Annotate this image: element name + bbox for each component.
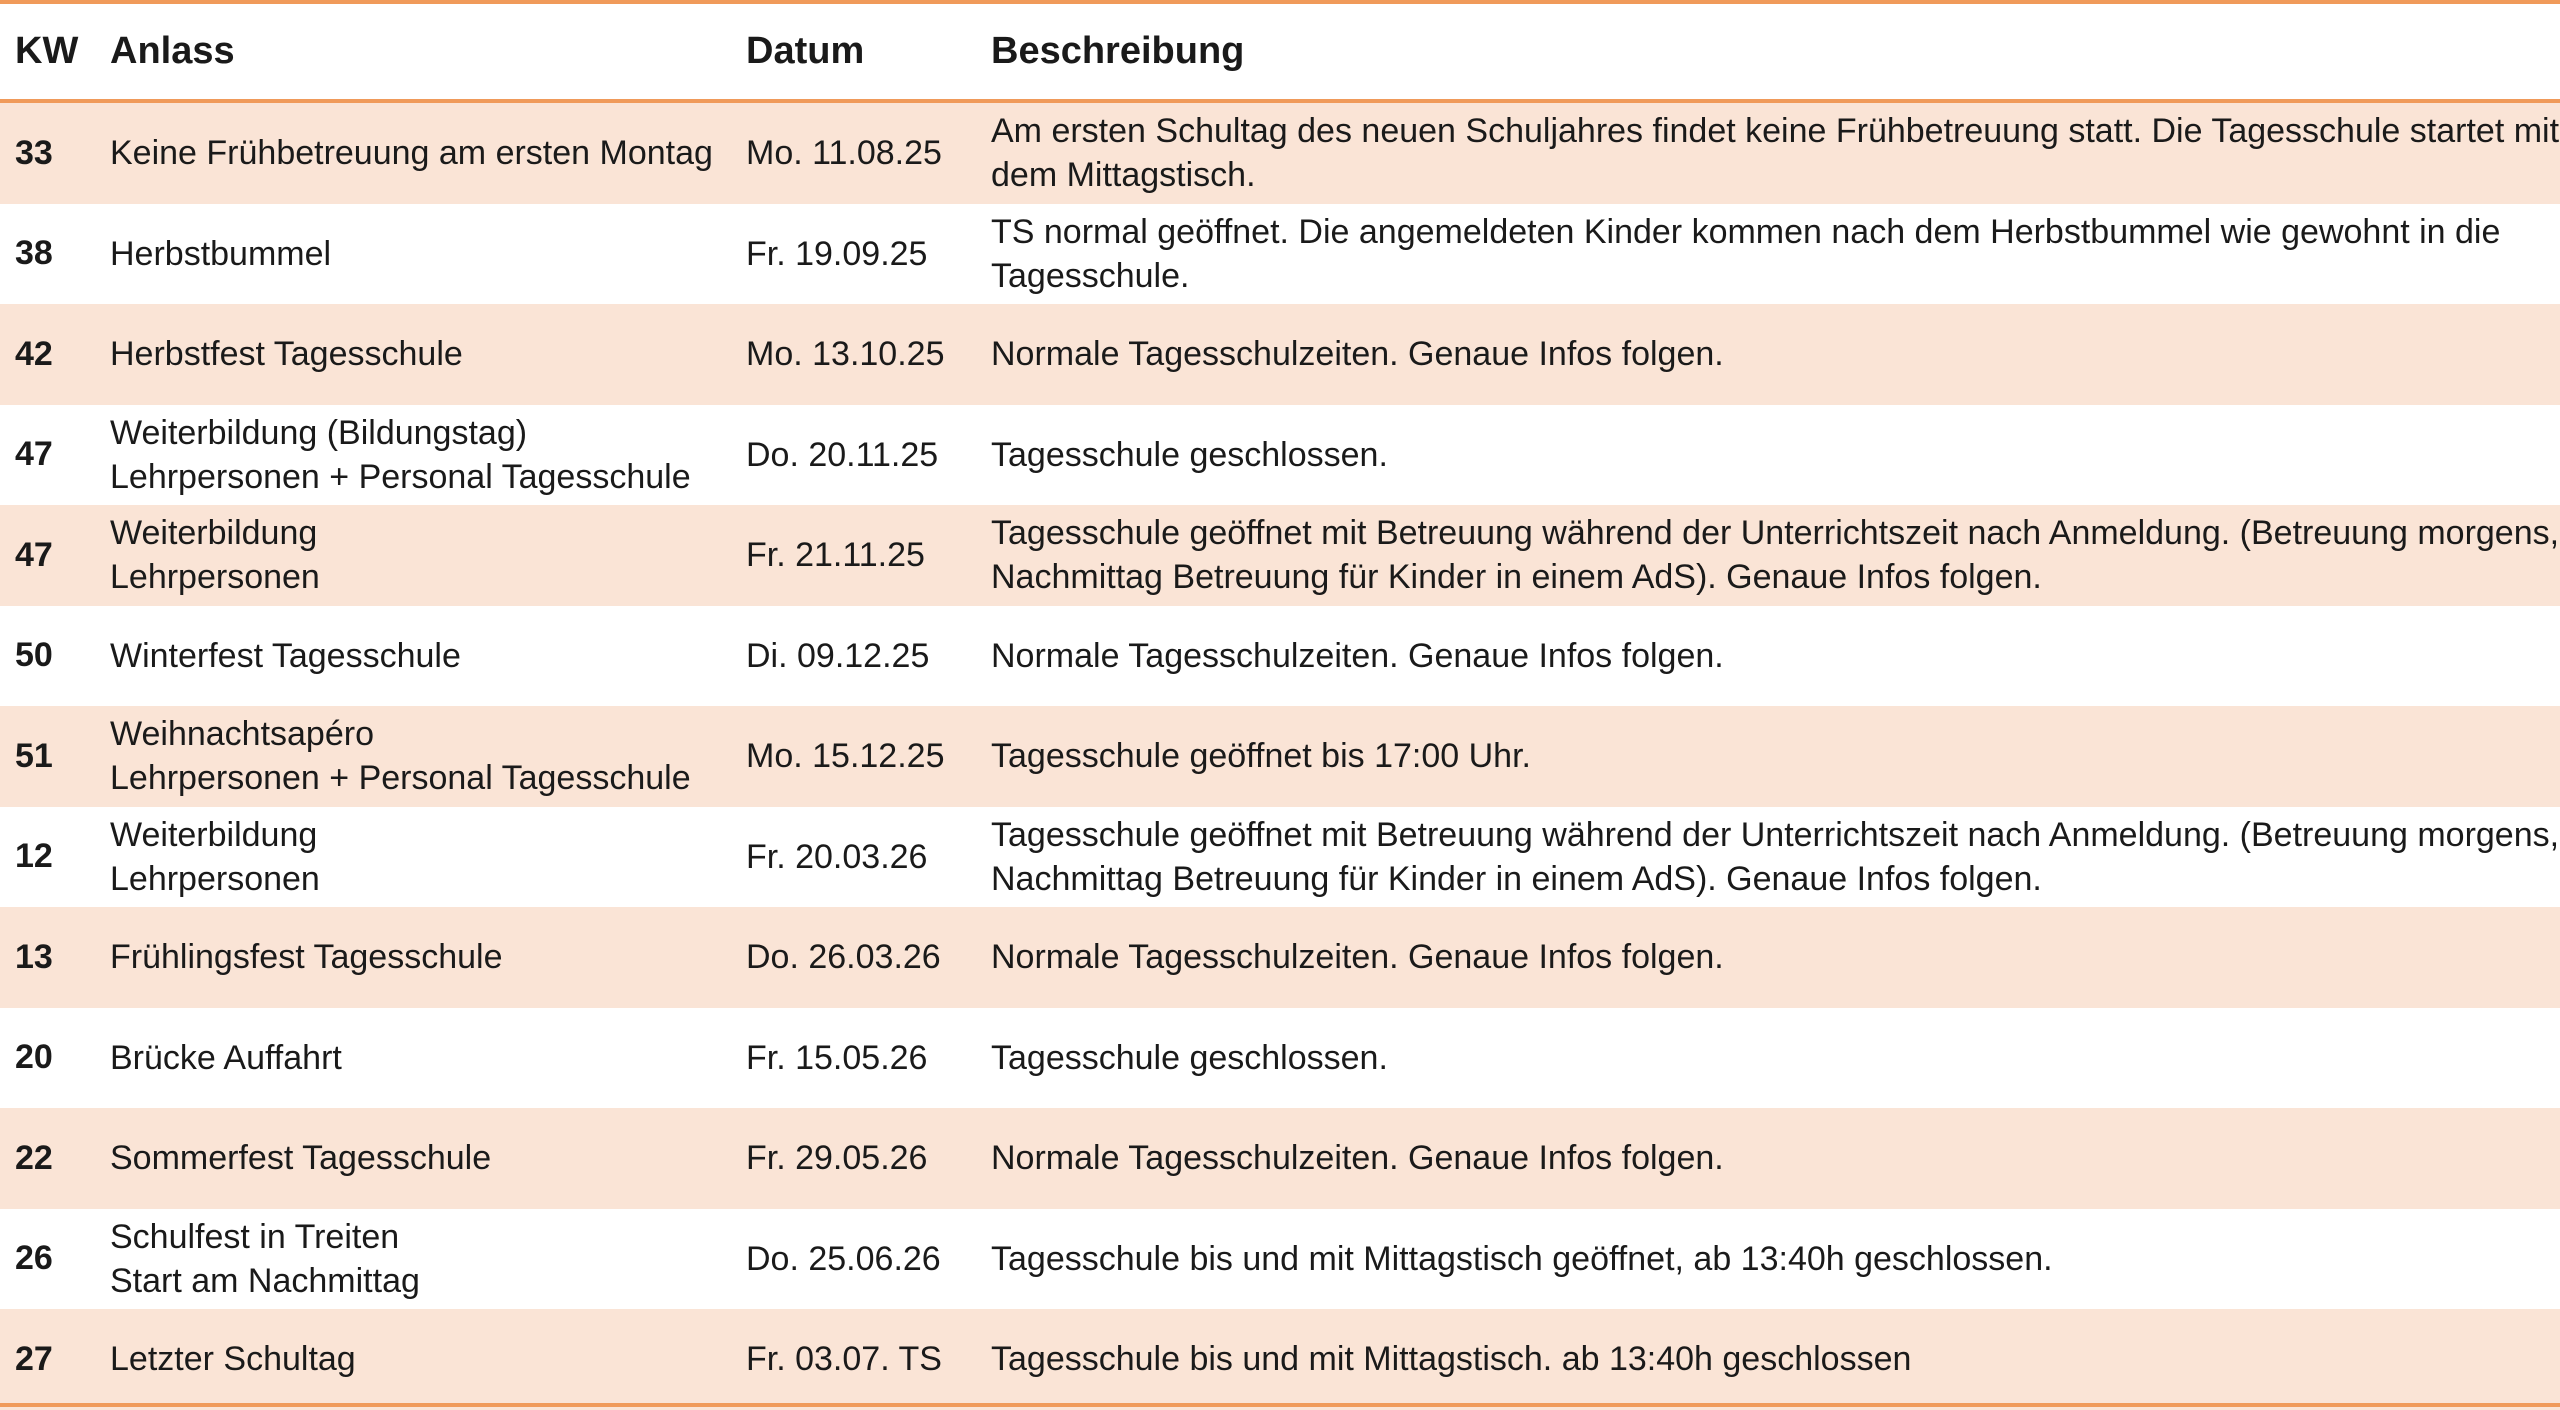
anlass-line: Herbstbummel — [110, 234, 332, 273]
anlass-line: Lehrpersonen + Personal Tagesschule — [110, 759, 691, 798]
header-anlass: Anlass — [110, 30, 235, 72]
cell-anlass — [96, 232, 733, 276]
anlass-line: Schulfest in Treiten — [110, 1217, 400, 1256]
cell-beschreibung — [978, 734, 2560, 778]
cell-datum: Do. 26.03.26 — [746, 938, 941, 977]
cell-datum: Do. 25.06.26 — [746, 1239, 941, 1278]
cell-anlass — [96, 1215, 733, 1303]
cell-kw: 26 — [15, 1239, 53, 1278]
cell-datum: Di. 09.12.25 — [746, 636, 930, 675]
cell-kw: 22 — [15, 1138, 53, 1177]
cell-kw: 38 — [15, 234, 53, 273]
cell-kw: 42 — [15, 334, 53, 373]
cell-kw: 12 — [15, 837, 53, 876]
table-header-row — [0, 4, 2560, 99]
cell-anlass — [96, 813, 733, 901]
cell-beschreibung — [978, 935, 2560, 979]
beschreibung-line: Normale Tagesschulzeiten. Genaue Infos folgen. — [991, 335, 1724, 374]
cell-beschreibung — [978, 210, 2560, 298]
cell-datum: Mo. 11.08.25 — [746, 134, 942, 173]
table-row — [0, 1209, 2560, 1310]
cell-datum: Fr. 21.11.25 — [746, 536, 925, 575]
cell-beschreibung — [978, 1337, 2560, 1381]
cell-kw: 47 — [15, 535, 53, 574]
table-row — [0, 103, 2560, 204]
cell-datum: Fr. 29.05.26 — [746, 1139, 928, 1178]
header-beschreibung: Beschreibung — [991, 30, 1245, 72]
table-row — [0, 907, 2560, 1008]
cell-anlass — [96, 332, 733, 376]
cell-anlass — [96, 131, 733, 175]
table-row — [0, 1008, 2560, 1109]
cell-datum: Mo. 13.10.25 — [746, 335, 945, 374]
cell-beschreibung — [978, 813, 2560, 901]
beschreibung-line: dem Mittagstisch. — [991, 156, 1256, 195]
header-datum: Datum — [746, 30, 865, 72]
table-body — [0, 103, 2560, 1410]
cell-datum: Mo. 15.12.25 — [746, 737, 945, 776]
beschreibung-line: Tagesschule geschlossen. — [991, 435, 1388, 474]
beschreibung-line: Normale Tagesschulzeiten. Genaue Infos folgen. — [991, 636, 1724, 675]
cell-kw: 33 — [15, 133, 53, 172]
anlass-line: Herbstfest Tagesschule — [110, 335, 463, 374]
table-bottom-rule — [0, 1403, 2560, 1407]
cell-anlass — [96, 935, 733, 979]
table-row — [0, 706, 2560, 807]
anlass-line: Weiterbildung (Bildungstag) — [110, 413, 528, 452]
cell-beschreibung — [978, 1036, 2560, 1080]
cell-kw: 20 — [15, 1038, 53, 1077]
cell-beschreibung — [978, 634, 2560, 678]
anlass-line: Lehrpersonen — [110, 859, 320, 898]
cell-datum: Fr. 20.03.26 — [746, 837, 928, 876]
anlass-line: Brücke Auffahrt — [110, 1038, 342, 1077]
anlass-line: Weiterbildung — [110, 514, 318, 553]
table-row — [0, 304, 2560, 405]
cell-anlass — [96, 1136, 733, 1180]
anlass-line: Letzter Schultag — [110, 1340, 356, 1379]
beschreibung-line: Tagesschule geöffnet mit Betreuung während der Unterrichtszeit nach Anmeldung. (Betreuung morgens, — [991, 815, 2560, 854]
cell-datum: Do. 20.11.25 — [746, 435, 939, 474]
table-row — [0, 505, 2560, 606]
beschreibung-line: Nachmittag Betreuung für Kinder in einem AdS). Genaue Infos folgen. — [991, 558, 2042, 597]
cell-anlass — [96, 511, 733, 599]
beschreibung-line: Am ersten Schultag des neuen Schuljahres findet keine Frühbetreuung statt. Die Tagesschule startet mit — [991, 112, 2560, 151]
anlass-line: Start am Nachmittag — [110, 1261, 420, 1300]
cell-datum: Fr. 15.05.26 — [746, 1038, 928, 1077]
cell-beschreibung — [978, 332, 2560, 376]
cell-beschreibung — [978, 109, 2560, 197]
cell-datum: Fr. 19.09.25 — [746, 234, 928, 273]
beschreibung-line: Tagesschule bis und mit Mittagstisch geöffnet, ab 13:40h geschlossen. — [991, 1239, 2053, 1278]
beschreibung-line: Tagesschule geöffnet mit Betreuung während der Unterrichtszeit nach Anmeldung. (Betreuung morgens, — [991, 514, 2560, 553]
beschreibung-line: Tagesschule geschlossen. — [991, 1038, 1388, 1077]
beschreibung-line: Normale Tagesschulzeiten. Genaue Infos folgen. — [991, 1139, 1724, 1178]
cell-anlass — [96, 712, 733, 800]
table-row — [0, 1309, 2560, 1410]
cell-datum: Fr. 03.07. TS — [746, 1340, 942, 1379]
cell-beschreibung — [978, 511, 2560, 599]
beschreibung-line: Nachmittag Betreuung für Kinder in einem AdS). Genaue Infos folgen. — [991, 859, 2042, 898]
header-kw: KW — [15, 30, 79, 72]
anlass-line: Keine Frühbetreuung am ersten Montag — [110, 134, 713, 173]
beschreibung-line: Normale Tagesschulzeiten. Genaue Infos folgen. — [991, 938, 1724, 977]
cell-beschreibung — [978, 1136, 2560, 1180]
anlass-line: Weihnachtsapéro — [110, 715, 374, 754]
table-row — [0, 405, 2560, 506]
table-row — [0, 204, 2560, 305]
anlass-line: Sommerfest Tagesschule — [110, 1139, 492, 1178]
anlass-line: Weiterbildung — [110, 815, 318, 854]
table-row — [0, 606, 2560, 707]
cell-kw: 50 — [15, 636, 53, 675]
cell-kw: 47 — [15, 435, 53, 474]
cell-beschreibung — [978, 1237, 2560, 1281]
cell-kw: 27 — [15, 1339, 53, 1378]
beschreibung-line: Tagesschule. — [991, 256, 1190, 295]
cell-kw: 51 — [15, 736, 53, 775]
cell-anlass — [96, 1036, 733, 1080]
anlass-line: Lehrpersonen — [110, 558, 320, 597]
cell-kw: 13 — [15, 937, 53, 976]
anlass-line: Frühlingsfest Tagesschule — [110, 938, 503, 977]
anlass-line: Winterfest Tagesschule — [110, 636, 461, 675]
anlass-line: Lehrpersonen + Personal Tagesschule — [110, 457, 691, 496]
cell-anlass — [96, 1337, 733, 1381]
beschreibung-line: Tagesschule bis und mit Mittagstisch. ab 13:40h geschlossen — [991, 1340, 1912, 1379]
cell-anlass — [96, 634, 733, 678]
beschreibung-line: Tagesschule geöffnet bis 17:00 Uhr. — [991, 737, 1531, 776]
beschreibung-line: TS normal geöffnet. Die angemeldeten Kinder kommen nach dem Herbstbummel wie gewohnt in die — [991, 212, 2501, 251]
table-row — [0, 1108, 2560, 1209]
cell-beschreibung — [978, 433, 2560, 477]
table-row — [0, 807, 2560, 908]
cell-anlass — [96, 411, 733, 499]
